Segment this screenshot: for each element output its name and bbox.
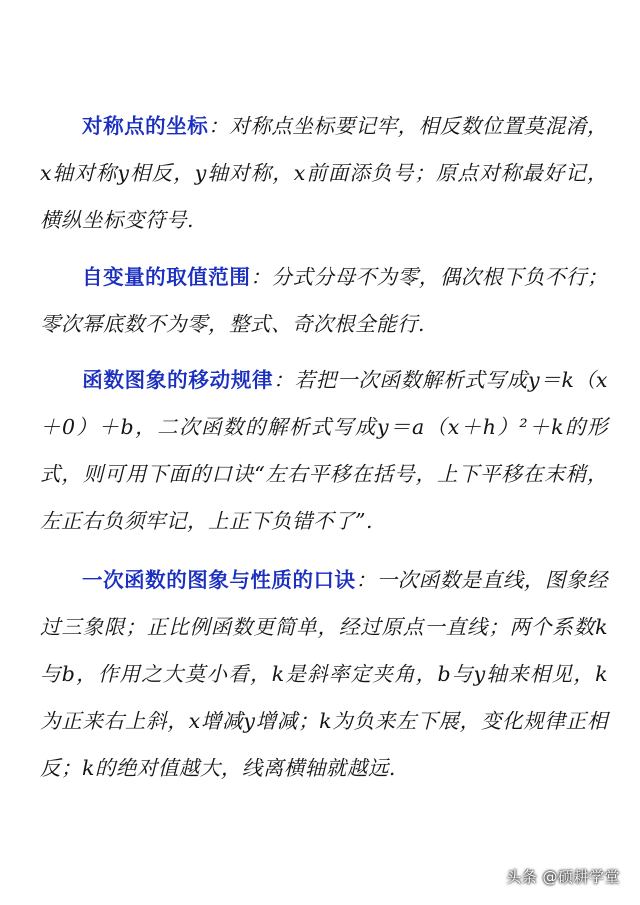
section-text: ：一次函数是直线，图象经过三象限；正比例函数更简单，经过原点一直线；两个系数k与b，作用之大莫小看，k是斜率定夹角，b与y轴来相见，k为正来右上斜，x增减y增减；k为负来左下展，变化规律正相反；k的绝对值越大，线离横轴就越远. [40, 568, 609, 780]
watermark: 头条 @硕耕学堂 [506, 868, 620, 886]
section-heading: 一次函数的图象与性质的口诀 [82, 568, 356, 592]
section-function-graph-shift [40, 357, 608, 545]
section-symmetric-point-coordinates [40, 103, 608, 244]
section-text: ：分式分母不为零，偶次根下负不行；零次幂底数不为零，整式、奇次根全能行. [40, 265, 609, 336]
section-heading: 对称点的坐标 [82, 114, 209, 138]
section-text: ：对称点坐标要记牢，相反数位置莫混淆，x轴对称y相反，y轴对称，x前面添负号；原点对称最好记，横纵坐标变符号. [40, 114, 608, 232]
section-linear-function-rhyme [40, 557, 608, 792]
section-heading: 函数图象的移动规律 [82, 368, 274, 392]
section-heading: 自变量的取值范围 [82, 265, 251, 289]
section-text: ：若把一次函数解析式写成y＝k（x＋0）＋b，二次函数的解析式写成y＝a（x＋h）²＋k的形式，则可用下面的口诀“左右平移在括号，上下平移在末稍，左正右负须牢记，上正下负错不了”. [40, 368, 608, 533]
section-independent-variable-range [40, 254, 608, 348]
